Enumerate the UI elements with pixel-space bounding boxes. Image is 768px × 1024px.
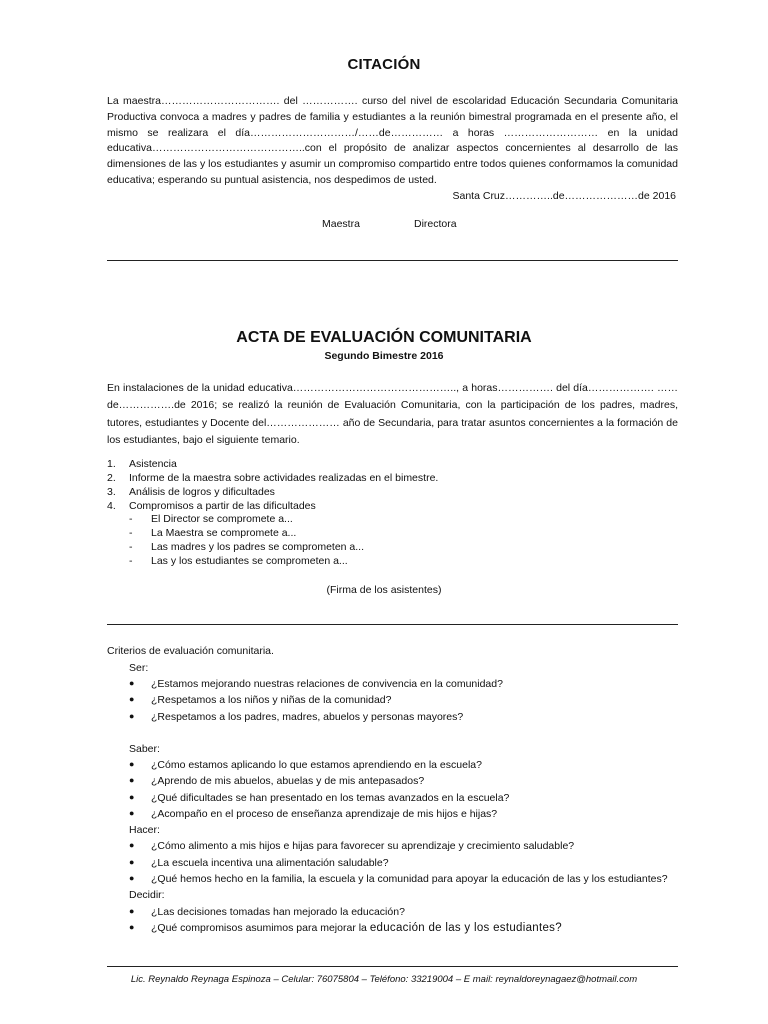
criteria-saber: [107, 741, 678, 822]
agenda-list: [107, 458, 667, 569]
criteria-heading: Criterios de evaluación comunitaria.: [107, 645, 274, 657]
list-item: ● ¿Respetamos a los niños y niñas de la comunidad?: [129, 692, 678, 708]
acta-subtitle: Segundo Bimestre 2016: [324, 350, 444, 362]
list-item: ● ¿Acompaño en el proceso de enseñanza aprendizaje de mis hijos e hijas?: [129, 806, 678, 822]
bullet-icon: ●: [129, 921, 135, 932]
bullet-icon: ●: [129, 775, 135, 786]
bullet-icon: ●: [129, 840, 135, 851]
list-item: ● ¿Aprendo de mis abuelos, abuelas y de mis antepasados?: [129, 773, 678, 789]
list-item: ● ¿Respetamos a los padres, madres, abuelos y personas mayores?: [129, 709, 678, 725]
list-item: ● ¿Qué dificultades se han presentado en los temas avanzados en la escuela?: [129, 790, 678, 806]
bullet-icon: ●: [129, 791, 135, 802]
bullet-icon: ●: [129, 678, 135, 689]
footer-contact: Lic. Reynaldo Reynaga Espinoza – Celular: 76075804 – Teléfono: 33219004 – E mail: reynaldoreynagaez@hotmail.com: [130, 974, 638, 985]
footer-separator: [107, 966, 678, 967]
separator-line: [107, 260, 678, 261]
agenda-item: 4. Compromisos a partir de las dificultades: [107, 499, 316, 512]
commitments-list: [107, 513, 667, 568]
hacer-label: Hacer:: [129, 824, 160, 837]
list-item: ● ¿Cómo alimento a mis hijos e hijas para favorecer su aprendizaje y crecimiento saludable?: [129, 838, 678, 854]
bullet-icon: ●: [129, 694, 135, 705]
bullet-icon: ●: [129, 856, 135, 867]
commitment-item: - La Maestra se compromete a...: [129, 527, 297, 540]
decidir-label: Decidir:: [129, 889, 165, 902]
agenda-item: 2. Informe de la maestra sobre actividades realizadas en el bimestre.: [107, 471, 439, 484]
criteria-section: [107, 643, 678, 938]
citacion-title: CITACIÓN: [347, 56, 421, 73]
commitment-item: - El Director se compromete a...: [129, 513, 293, 526]
saber-label: Saber:: [129, 742, 160, 755]
signature-directora: Directora: [414, 218, 457, 230]
list-item: ● ¿Cómo estamos aplicando lo que estamos aprendiendo en la escuela?: [129, 757, 678, 773]
list-item: ● ¿Estamos mejorando nuestras relaciones de convivencia en la comunidad?: [129, 676, 678, 692]
citacion-place-date: Santa Cruz…………..de…………………de 2016: [452, 189, 676, 202]
list-item: ● ¿Qué hemos hecho en la familia, la escuela y la comunidad para apoyar la educación de las y los estudiantes?: [129, 871, 678, 887]
bullet-icon: ●: [129, 905, 135, 916]
agenda-item: 3. Análisis de logros y dificultades: [107, 485, 275, 498]
list-item: ● ¿Qué compromisos asumimos para mejorar la educación de las y los estudiantes?: [129, 920, 678, 938]
firma-label: (Firma de los asistentes): [326, 584, 442, 596]
bullet-icon: ●: [129, 759, 135, 770]
separator-line: [107, 624, 678, 625]
acta-paragraph: En instalaciones de la unidad educativa……………………………………….., a horas……………. del día………………. …… de…………….de 2016; se realizó la reunión de Evaluación Comunitaria, con la participación de los padres, madres, tutores, estudiantes y Docente del………………… año de Secundaria, para tratar asuntos concernientes a la formación de los estudiantes, bajo el siguiente temario.: [107, 382, 678, 446]
commitment-item: - Las y los estudiantes se comprometen a...: [129, 555, 348, 568]
criteria-hacer: [107, 822, 678, 887]
ser-label: Ser:: [129, 661, 149, 674]
bullet-icon: ●: [129, 807, 135, 818]
list-item: ● ¿Las decisiones tomadas han mejorado la educación?: [129, 904, 678, 920]
commitment-item: - Las madres y los padres se comprometen a...: [129, 541, 365, 554]
bullet-icon: ●: [129, 710, 135, 721]
citacion-paragraph: La maestra……………………………. del ……………. curso del nivel de escolaridad Educación Secundaria Comunitaria Productiva convoca a madres y padres de familia y estudiantes a la reunión bimestral programada en el presente año, el mismo se realizara el día…………………………/……de…………… a horas ……………………… en la unidad educativa……………………………………..con el propósito de analizar aspectos concernientes al desarrollo de las dimensiones de las y los estudiantes y asumir un compromiso compartido entre todos quienes conformamos la comunidad educativa; esperando su puntual asistencia, nos despedimos de usted.: [107, 95, 678, 186]
acta-title: ACTA DE EVALUACIÓN COMUNITARIA: [236, 329, 532, 346]
list-item: ● ¿La escuela incentiva una alimentación saludable?: [129, 855, 678, 871]
criteria-decidir: [107, 887, 678, 937]
citacion-body: [107, 94, 678, 204]
signature-maestra: Maestra: [322, 218, 360, 230]
agenda-item: 1. Asistencia: [107, 458, 177, 470]
criteria-ser: [107, 660, 678, 725]
bullet-icon: ●: [129, 872, 135, 883]
